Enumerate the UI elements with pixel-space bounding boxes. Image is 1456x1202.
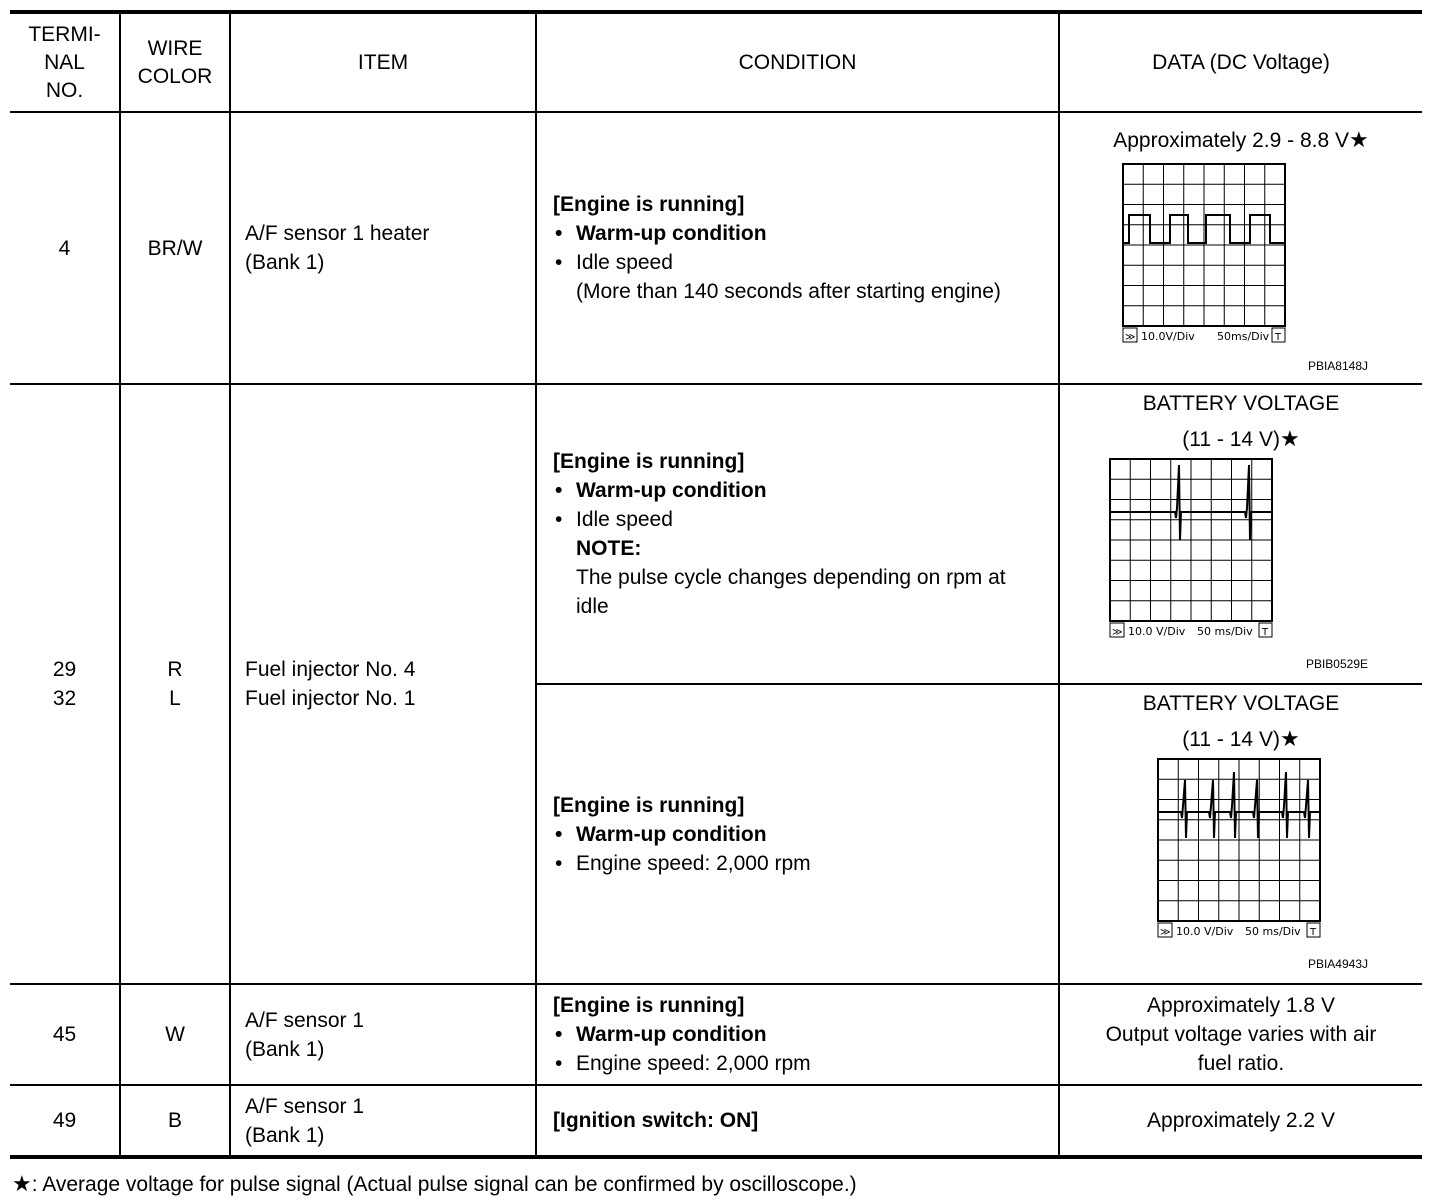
item-cell bbox=[230, 112, 536, 384]
condition-cell bbox=[536, 684, 1059, 984]
data-value-text: BATTERY VOLTAGE bbox=[1142, 392, 1340, 415]
header-row bbox=[10, 12, 1422, 112]
header-terminal bbox=[10, 12, 120, 112]
star-icon: ★ bbox=[1279, 726, 1300, 751]
oscilloscope-trace-injector-idle bbox=[1109, 458, 1275, 640]
condition-cell bbox=[536, 1085, 1059, 1157]
header-data: DATA (DC Voltage) bbox=[1059, 12, 1422, 112]
terminal-data-table bbox=[10, 10, 1422, 1159]
scope-time: 50 ms/Div bbox=[1197, 625, 1253, 638]
data-value-text: (11 - 14 V) bbox=[1182, 428, 1280, 451]
wire-color: R bbox=[167, 658, 183, 681]
wire-cell bbox=[120, 112, 230, 384]
data-value bbox=[1060, 724, 1422, 754]
scope-trigger: T bbox=[1310, 927, 1317, 938]
oscilloscope-trace-square-wave bbox=[1122, 163, 1288, 345]
data-value-text: Approximately 2.2 V bbox=[1147, 1109, 1335, 1132]
table-row bbox=[10, 112, 1422, 384]
header-wire-color bbox=[120, 12, 230, 112]
table-row bbox=[10, 984, 1422, 1085]
condition-bullet: • Warm-up condition bbox=[553, 219, 1054, 248]
data-cell bbox=[1059, 112, 1422, 384]
figure-code: PBIA4943J bbox=[1307, 957, 1368, 971]
condition-cell bbox=[536, 384, 1059, 684]
condition-bullet: • Warm-up condition bbox=[553, 1020, 1054, 1049]
header-wire-line: WIRE bbox=[147, 36, 203, 60]
terminal-cell bbox=[10, 384, 120, 984]
scope-marker: ≫ bbox=[1112, 627, 1123, 638]
terminal-number: 45 bbox=[52, 1023, 77, 1046]
wire-color: B bbox=[167, 1109, 182, 1132]
item-cell bbox=[230, 984, 536, 1085]
item-cell bbox=[230, 1085, 536, 1157]
data-cell bbox=[1059, 1085, 1422, 1157]
condition-bullet: • Warm-up condition bbox=[553, 476, 1054, 505]
table-row bbox=[10, 1085, 1422, 1157]
terminal-cell bbox=[10, 112, 120, 384]
item-text: Fuel injector No. 1 bbox=[245, 687, 416, 710]
wire-cell bbox=[120, 984, 230, 1085]
condition-cell bbox=[536, 112, 1059, 384]
item-text: Fuel injector No. 4 bbox=[245, 658, 416, 681]
header-terminal-line: NO. bbox=[45, 78, 84, 102]
data-value-text: Output voltage varies with air bbox=[1105, 1023, 1377, 1046]
item-text: (Bank 1) bbox=[245, 251, 325, 274]
item-text: (Bank 1) bbox=[245, 1123, 325, 1147]
item-text: (Bank 1) bbox=[245, 1037, 325, 1061]
scope-time: 50 ms/Div bbox=[1245, 925, 1301, 938]
table-row bbox=[10, 384, 1422, 684]
condition-bullet: • Warm-up condition bbox=[553, 820, 1054, 849]
condition-cell bbox=[536, 984, 1059, 1085]
data-value-text: Approximately 1.8 V bbox=[1147, 994, 1335, 1017]
wire-cell bbox=[120, 384, 230, 984]
condition-bullet: • Idle speed bbox=[553, 505, 1054, 534]
condition-heading: [Engine is running] bbox=[553, 193, 745, 216]
data-value bbox=[1060, 424, 1422, 454]
header-item: ITEM bbox=[230, 12, 536, 112]
terminal-number: 49 bbox=[52, 1109, 77, 1132]
data-cell bbox=[1059, 984, 1422, 1085]
terminal-number: 32 bbox=[52, 687, 77, 710]
figure-code: PBIA8148J bbox=[1307, 359, 1368, 373]
data-value-text: (11 - 14 V) bbox=[1182, 728, 1280, 751]
data-value-text: Approximately 2.9 - 8.8 V bbox=[1113, 129, 1350, 152]
star-icon: ★ bbox=[1279, 426, 1300, 451]
note-label: NOTE: bbox=[576, 537, 642, 560]
terminal-number: 4 bbox=[58, 236, 71, 260]
note-text: idle bbox=[576, 595, 609, 618]
data-value-text: BATTERY VOLTAGE bbox=[1142, 692, 1340, 715]
scope-trigger: T bbox=[1275, 332, 1282, 343]
terminal-cell bbox=[10, 1085, 120, 1157]
scope-scale: 10.0V/Div bbox=[1141, 330, 1195, 343]
header-terminal-line: TERMI- bbox=[28, 22, 101, 46]
scope-time: 50ms/Div bbox=[1217, 330, 1270, 343]
condition-heading: [Engine is running] bbox=[553, 793, 745, 817]
scope-marker: ≫ bbox=[1160, 927, 1171, 938]
wire-color: BR/W bbox=[147, 236, 203, 260]
item-text: A/F sensor 1 bbox=[245, 1008, 365, 1032]
data-cell bbox=[1059, 684, 1422, 984]
note-text: The pulse cycle changes depending on rpm at bbox=[576, 566, 1006, 589]
condition-heading: [Engine is running] bbox=[553, 450, 745, 473]
scope-trigger: T bbox=[1262, 627, 1269, 638]
condition-bullet: • Engine speed: 2,000 rpm bbox=[553, 849, 1054, 878]
item-text: A/F sensor 1 bbox=[245, 1094, 365, 1118]
data-cell bbox=[1059, 384, 1422, 684]
header-wire-line: COLOR bbox=[137, 64, 213, 88]
data-value-text: fuel ratio. bbox=[1197, 1052, 1285, 1075]
condition-heading: [Ignition switch: ON] bbox=[553, 1109, 759, 1132]
wire-color: W bbox=[165, 1023, 185, 1046]
scope-scale: 10.0 V/Div bbox=[1176, 925, 1234, 938]
item-text: A/F sensor 1 heater bbox=[245, 222, 430, 245]
condition-extra: (More than 140 seconds after starting engine) bbox=[576, 280, 1001, 303]
wire-color: L bbox=[169, 687, 181, 710]
data-value bbox=[1060, 125, 1422, 155]
condition-bullet: • Engine speed: 2,000 rpm bbox=[553, 1049, 1054, 1078]
item-cell bbox=[230, 384, 536, 984]
figure-code: PBIB0529E bbox=[1305, 657, 1368, 671]
terminal-number: 29 bbox=[52, 658, 77, 681]
condition-heading: [Engine is running] bbox=[553, 994, 745, 1017]
terminal-cell bbox=[10, 984, 120, 1085]
wire-cell bbox=[120, 1085, 230, 1157]
scope-marker: ≫ bbox=[1125, 332, 1136, 343]
star-icon: ★ bbox=[1349, 127, 1369, 152]
star-icon: ★ bbox=[12, 1171, 32, 1196]
scope-scale: 10.0 V/Div bbox=[1128, 625, 1186, 638]
header-terminal-line: NAL bbox=[44, 50, 85, 74]
footnote-text: : Average voltage for pulse signal (Actual pulse signal can be confirmed by oscilloscope.) bbox=[31, 1173, 857, 1196]
header-condition: CONDITION bbox=[536, 12, 1059, 112]
oscilloscope-trace-injector-2000rpm bbox=[1157, 758, 1323, 940]
condition-bullet: • Idle speed bbox=[553, 248, 1054, 277]
footnote bbox=[12, 1170, 857, 1199]
